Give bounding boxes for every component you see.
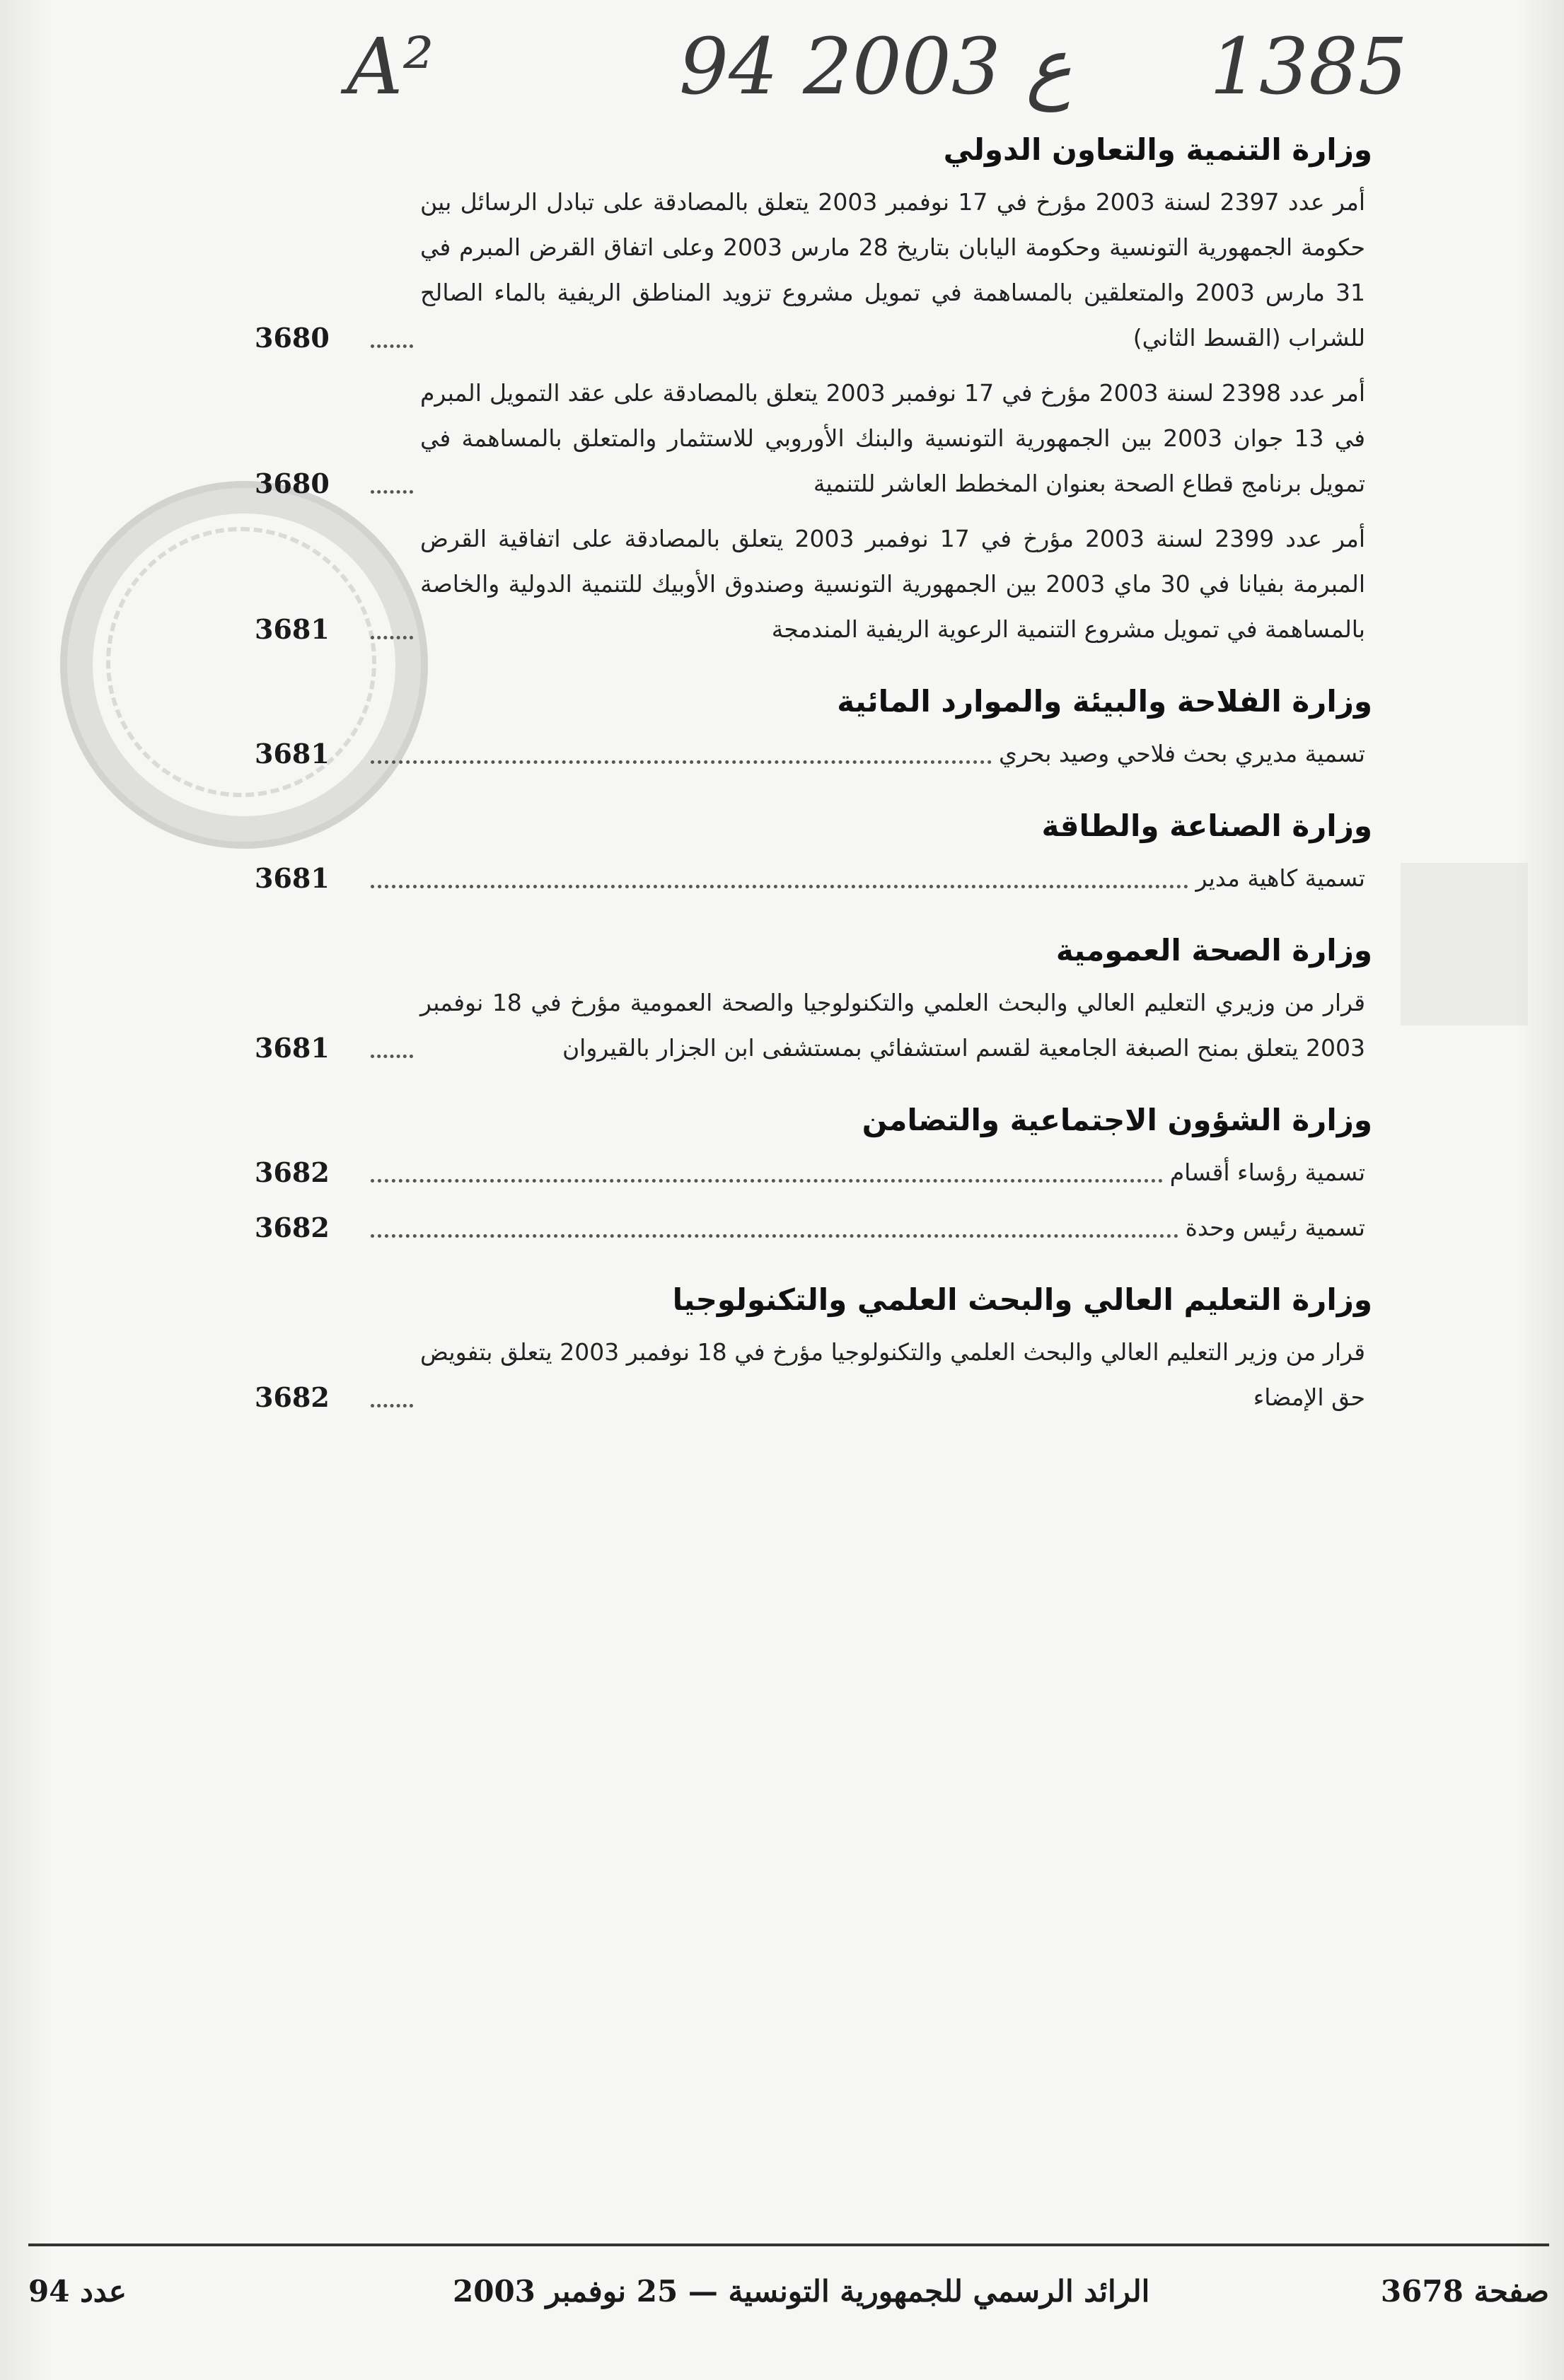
dot-leader (371, 885, 1188, 888)
entry-text: تسمية رئيس وحدة (1185, 1214, 1365, 1241)
dot-leader (371, 344, 413, 348)
section-heading: وزارة الصناعة والطاقة (1041, 808, 1372, 843)
dot-leader (371, 636, 413, 639)
toc-entry[interactable] (255, 1150, 1365, 1195)
dot-leader (371, 1179, 1163, 1183)
section-heading: وزارة الصحة العمومية (1055, 933, 1372, 968)
section-heading: وزارة الشؤون الاجتماعية والتضامن (862, 1103, 1372, 1137)
entry-text: تسمية مديري بحث فلاحي وصيد بحري (998, 740, 1365, 767)
scan-shadow-mark (1401, 863, 1528, 1026)
entry-text: أمر عدد 2398 لسنة 2003 مؤرخ في 17 نوفمبر 2003 يتعلق بالمصادقة على عقد التمويل المبرم في 13 جوان 2003 بين الجمهورية التونسية والبنك الأوروبي للاستثمار والمتعلق بالمساهمة في تمويل برنامج قطاع الصحة بعنوان المخطط العاشر للتنمية (420, 379, 1366, 497)
page-footer (28, 2263, 1549, 2327)
toc-section-agriculture (255, 672, 1372, 777)
entry-text: قرار من وزيري التعليم العالي والبحث العلمي والتكنولوجيا والصحة العمومية مؤرخ في 18 نوفمبر 2003 يتعلق بمنح الصبغة الجامعية لقسم استشفائي بمستشفى ابن الجزار بالقيروان (420, 989, 1365, 1062)
toc-section-industry (255, 796, 1372, 901)
section-heading: وزارة التعليم العالي والبحث العلمي والتكنولوجيا (672, 1282, 1372, 1317)
footer-issue-label: عدد 94 (28, 2274, 127, 2309)
entry-page-number: 3681 (255, 613, 330, 645)
entry-page-number: 3682 (255, 1156, 330, 1188)
toc-section-social-affairs (255, 1091, 1372, 1250)
footer-publication-title: الرائد الرسمي للجمهورية التونسية — 25 نوفمبر 2003 (453, 2274, 1150, 2309)
entry-text: أمر عدد 2399 لسنة 2003 مؤرخ في 17 نوفمبر 2003 يتعلق بالمصادقة على اتفاقية القرض المبرمة بفيانا في 30 ماي 2003 بين الجمهورية التونسية وصندوق الأوبيك للتنمية الدولية والخاصة بالمساهمة في تمويل مشروع التنمية الرعوية الريفية المندمجة (420, 525, 1365, 643)
entry-text: أمر عدد 2397 لسنة 2003 مؤرخ في 17 نوفمبر 2003 يتعلق بالمصادقة على تبادل الرسائل بين حكومة الجمهورية التونسية وحكومة اليابان بتاريخ 28 مارس 2003 وعلى اتفاق القرض المبرم في 31 مارس 2003 والمتعلقين بالمساهمة في تمويل مشروع تزويد المناطق الريفية بالماء الصالح للشراب (القسط الثاني) (420, 188, 1365, 352)
dot-leader (371, 490, 413, 494)
entry-page-number: 3680 (255, 468, 330, 499)
table-of-contents (255, 120, 1372, 1440)
footer-divider (28, 2243, 1549, 2246)
entry-page-number: 3681 (255, 738, 330, 770)
handwritten-annotation-c: 1385 (1210, 21, 1408, 112)
entry-page-number: 3680 (255, 322, 330, 354)
toc-section-development (255, 120, 1372, 652)
toc-section-public-health (255, 921, 1372, 1071)
handwritten-annotation-b: 94 ع 2003 (679, 21, 1072, 112)
entry-page-number: 3682 (255, 1381, 330, 1413)
entry-text: قرار من وزير التعليم العالي والبحث العلمي والتكنولوجيا مؤرخ في 18 نوفمبر 2003 يتعلق بتفويض حق الإمضاء (420, 1338, 1365, 1411)
dot-leader (371, 1055, 413, 1058)
toc-section-higher-education (255, 1270, 1372, 1420)
toc-entry[interactable] (255, 371, 1365, 506)
footer-page-label: صفحة 3678 (1380, 2274, 1549, 2309)
section-heading: وزارة الفلاحة والبيئة والموارد المائية (837, 684, 1372, 719)
toc-entry[interactable] (255, 980, 1365, 1071)
toc-entry[interactable] (255, 180, 1365, 361)
handwritten-annotation-a: A² (347, 21, 434, 112)
entry-text: تسمية رؤساء أقسام (1169, 1159, 1365, 1186)
toc-entry[interactable] (255, 516, 1365, 652)
entry-page-number: 3682 (255, 1212, 330, 1243)
section-heading: وزارة التنمية والتعاون الدولي (943, 132, 1372, 167)
toc-entry[interactable] (255, 856, 1365, 901)
dot-leader (371, 1404, 413, 1407)
toc-entry[interactable] (255, 1330, 1365, 1420)
entry-page-number: 3681 (255, 1032, 330, 1064)
entry-text: تسمية كاهية مدير (1195, 864, 1365, 892)
entry-page-number: 3681 (255, 862, 330, 894)
toc-entry[interactable] (255, 731, 1365, 777)
dot-leader (371, 760, 992, 764)
toc-entry[interactable] (255, 1205, 1365, 1250)
dot-leader (371, 1234, 1178, 1238)
